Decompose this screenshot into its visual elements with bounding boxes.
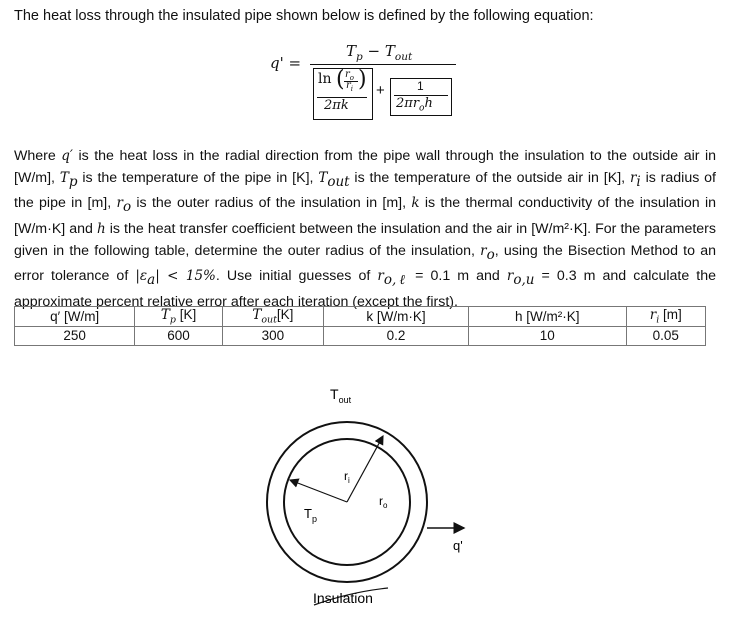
fraction-bar xyxy=(310,64,456,65)
header-q: q′ [W/m] xyxy=(15,307,135,327)
value-tp: 600 xyxy=(135,326,222,345)
intro-text: The heat loss through the insulated pipe shown below is defined by the following equation: xyxy=(14,8,594,24)
value-tout: 300 xyxy=(222,326,323,345)
header-tp: $T_p$ [K] xyxy=(135,307,222,327)
ro-arrow xyxy=(347,436,383,502)
ro-label: $r_o$ xyxy=(379,494,388,510)
pipe-diagram xyxy=(230,370,490,622)
header-ri: $r_i$ [m] xyxy=(626,307,705,327)
header-k: k [W/m·K] xyxy=(324,307,469,327)
ln-label: ln xyxy=(318,71,332,87)
ln-paren-close: ) xyxy=(358,67,367,92)
equation-term-ln xyxy=(313,68,373,120)
equation-lhs: q' = xyxy=(270,54,302,72)
ri-arrow xyxy=(290,480,347,502)
value-ri: 0.05 xyxy=(626,326,705,345)
table-header-row xyxy=(15,307,706,327)
tp-label: $T_p$ xyxy=(304,506,317,524)
problem-description: Where q′ is the heat loss in the radial direction from the pipe wall through the insulation to the outside air in [W/m], $T_p$ is the temperature of the pipe in [K], $T_{out}$ is the temperature of the outside air in [K], $r_i$ is radius of the pipe in [m], $r_o$ is the outer radius of the insulation in [m], k is the thermal conductivity of the insulation in [W/m·K] and h is the heat transfer coefficient between the insulation and the air in [W/m²·K]. For the parameters given in the following table, determine the outer radius of the insulation, $r_o$, using the Bisection Method to an error tolerance of $|\varepsilon_a| < 15\%$. Use initial guesses of $r_{o,\ell} = 0.1$ m and $r_{o,u} = 0.3$ m and calculate the approximate percent relative error after each iteration (except the first). xyxy=(14,148,717,311)
q-label: q' xyxy=(453,538,463,553)
equation-term-conv xyxy=(390,78,452,116)
heat-loss-equation xyxy=(270,40,460,120)
parameters-table xyxy=(14,306,706,346)
term1-den: 2πk xyxy=(324,98,349,113)
equation-plus: + xyxy=(376,82,385,99)
value-k: 0.2 xyxy=(324,326,469,345)
ri-label: $r_i$ xyxy=(344,469,350,485)
term2-num: 1 xyxy=(417,79,424,93)
term2-den: $2\pi r_oh$ xyxy=(396,96,433,114)
header-h: h [W/m²·K] xyxy=(468,307,626,327)
value-q: 250 xyxy=(15,326,135,345)
table-row xyxy=(15,326,706,345)
ln-paren: ( xyxy=(336,67,345,92)
header-tout: $T_{out}[K]$ xyxy=(222,307,323,327)
ln-num: $r_o$ xyxy=(345,69,354,82)
ln-den: $r_i$ xyxy=(346,80,354,93)
tout-label: $T_{out}$ xyxy=(330,386,352,405)
value-h: 10 xyxy=(468,326,626,345)
equation-numerator: $T_p - T_{out}$ xyxy=(346,42,413,63)
insulation-label: Insulation xyxy=(313,590,373,606)
